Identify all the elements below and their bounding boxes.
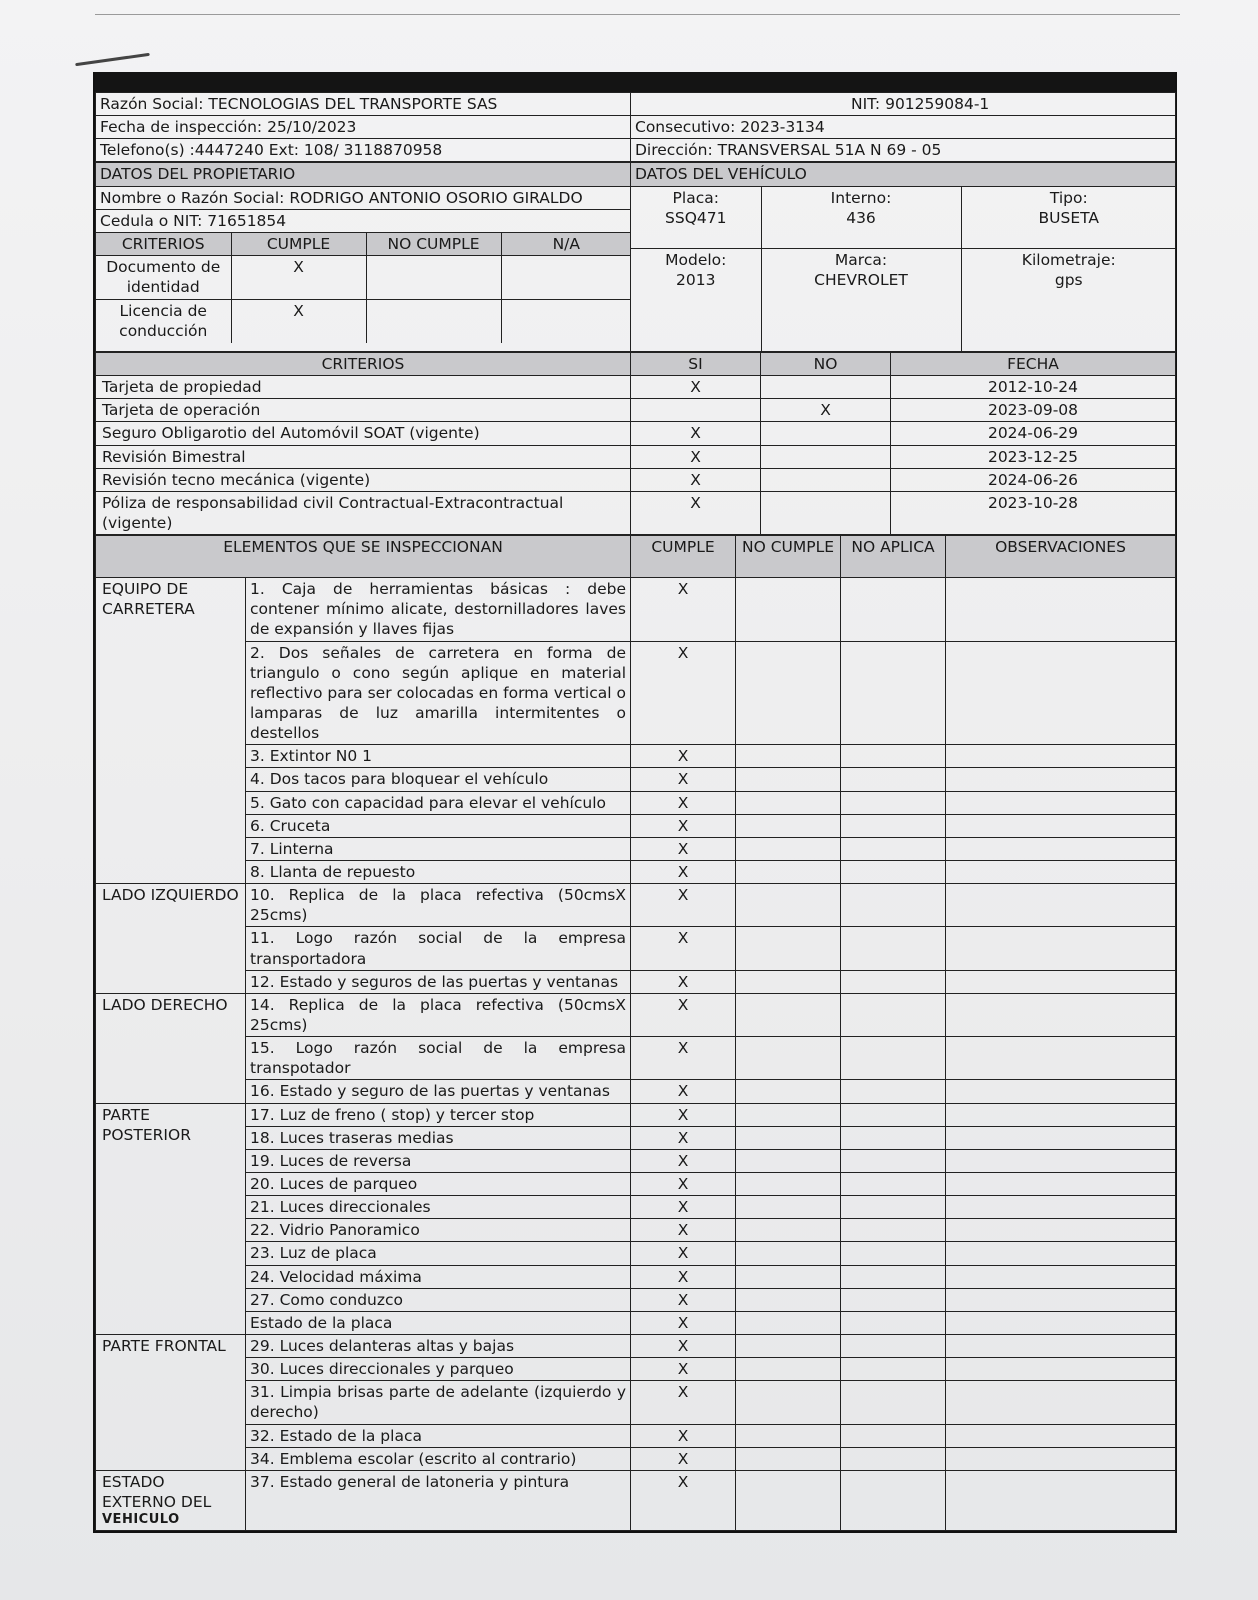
inspection-no-cumple <box>736 791 841 814</box>
inspection-row <box>96 1288 1176 1311</box>
inspection-no-aplica <box>841 884 946 927</box>
inspection-no-cumple <box>736 1358 841 1381</box>
inspection-cumple-mark: X <box>631 837 736 860</box>
inspection-row <box>96 1265 1176 1288</box>
inspection-cumple-mark: X <box>631 861 736 884</box>
insp-header-elementos: ELEMENTOS QUE SE INSPECCIONAN <box>96 536 631 578</box>
inspection-no-cumple <box>736 578 841 641</box>
inspection-row <box>96 814 1176 837</box>
inspection-cumple-mark: X <box>631 1149 736 1172</box>
inspection-no-cumple <box>736 814 841 837</box>
inspection-observaciones <box>946 1126 1176 1149</box>
inspection-cumple-mark: X <box>631 791 736 814</box>
inspection-row <box>96 1219 1176 1242</box>
inspection-no-cumple <box>736 861 841 884</box>
inspection-no-cumple <box>736 1126 841 1149</box>
inspection-category <box>96 578 246 884</box>
doc-label: Tarjeta de propiedad <box>96 376 631 399</box>
inspection-observaciones <box>946 578 1176 641</box>
inspection-no-aplica <box>841 745 946 768</box>
consecutivo: Consecutivo: 2023-3134 <box>631 116 1176 139</box>
inspection-no-aplica <box>841 1037 946 1080</box>
marca-value: CHEVROLET <box>814 270 908 289</box>
inspection-item-text: 16. Estado y seguro de las puertas y ventanas <box>246 1080 631 1103</box>
inspection-observaciones <box>946 837 1176 860</box>
inspection-no-aplica <box>841 1447 946 1470</box>
doc-fecha: 2023-09-08 <box>891 399 1176 422</box>
inspection-item-text: 17. Luz de freno ( stop) y tercer stop <box>246 1103 631 1126</box>
inspection-row <box>96 1381 1176 1424</box>
inspection-observaciones <box>946 1219 1176 1242</box>
inspection-observaciones <box>946 814 1176 837</box>
inspection-no-cumple <box>736 1424 841 1447</box>
owner-header-criterios: CRITERIOS <box>96 232 231 255</box>
modelo-label: Modelo: <box>665 250 727 269</box>
inspection-row <box>96 768 1176 791</box>
marca-label: Marca: <box>834 250 888 269</box>
inspection-row <box>96 884 1176 927</box>
owner-cedula: Cedula o NIT: 71651854 <box>96 209 631 232</box>
inspection-no-cumple <box>736 1149 841 1172</box>
inspection-no-aplica <box>841 861 946 884</box>
inspection-no-cumple <box>736 1311 841 1334</box>
inspection-observaciones <box>946 861 1176 884</box>
doc-label: Póliza de responsabilidad civil Contractual-Extracontractual (vigente) <box>96 491 631 534</box>
inspection-item-text: 14. Replica de la placa refectiva (50cmsX 25cms) <box>246 993 631 1036</box>
inspection-no-cumple <box>736 993 841 1036</box>
inspection-category <box>96 1334 246 1470</box>
inspection-no-aplica <box>841 1196 946 1219</box>
inspection-item-text: 1. Caja de herramientas básicas : debe contener mínimo alicate, destornilladores laves de expansión y llaves fijas <box>246 578 631 641</box>
inspection-no-cumple <box>736 1103 841 1126</box>
inspection-row <box>96 1126 1176 1149</box>
inspection-item-text: 3. Extintor N0 1 <box>246 745 631 768</box>
inspection-no-aplica <box>841 578 946 641</box>
direccion: Dirección: TRANSVERSAL 51A N 69 - 05 <box>631 139 1176 162</box>
inspection-category-bold: VEHICULO <box>102 1512 180 1528</box>
inspection-no-cumple <box>736 1196 841 1219</box>
inspection-no-aplica <box>841 1334 946 1357</box>
inspection-cumple-mark: X <box>631 745 736 768</box>
form-header-bar <box>95 72 1175 92</box>
inspection-no-aplica <box>841 641 946 745</box>
inspection-cumple-mark: X <box>631 1037 736 1080</box>
doc-fecha: 2024-06-29 <box>891 422 1176 445</box>
inspection-no-cumple <box>736 768 841 791</box>
inspection-row <box>96 745 1176 768</box>
doc-si: X <box>631 445 761 468</box>
inspection-row <box>96 993 1176 1036</box>
inspection-observaciones <box>946 1103 1176 1126</box>
inspection-no-aplica <box>841 1265 946 1288</box>
inspection-category <box>96 884 246 994</box>
inspection-item-text: 32. Estado de la placa <box>246 1424 631 1447</box>
owner-header-na: N/A <box>501 232 631 255</box>
inspection-category-label: PARTE FRONTAL <box>102 1336 226 1355</box>
placa-value: SSQ471 <box>665 208 727 227</box>
vehicle-title: DATOS DEL VEHÍCULO <box>631 163 1176 186</box>
inspection-observaciones <box>946 1196 1176 1219</box>
inspection-no-aplica <box>841 1219 946 1242</box>
doc-no <box>761 376 891 399</box>
owner-table <box>96 163 631 343</box>
inspection-row <box>96 791 1176 814</box>
inspection-category <box>96 1470 246 1530</box>
inspection-item-text: 4. Dos tacos para bloquear el vehículo <box>246 768 631 791</box>
insp-header-observaciones: OBSERVACIONES <box>946 536 1176 578</box>
inspection-cumple-mark: X <box>631 884 736 927</box>
tipo-label: Tipo: <box>1049 188 1088 207</box>
inspection-cumple-mark: X <box>631 814 736 837</box>
inspection-form <box>93 72 1177 1533</box>
inspection-category-label: EQUIPO DE CARRETERA <box>102 580 195 619</box>
doc-si: X <box>631 491 761 534</box>
inspection-observaciones <box>946 1172 1176 1195</box>
inspection-cumple-mark: X <box>631 927 736 970</box>
inspection-cumple-mark: X <box>631 970 736 993</box>
fecha-inspeccion: Fecha de inspección: 25/10/2023 <box>96 116 631 139</box>
owner-row-no-cumple <box>366 255 501 299</box>
inspection-item-text: 22. Vidrio Panoramico <box>246 1219 631 1242</box>
inspection-observaciones <box>946 1424 1176 1447</box>
interno-label: Interno: <box>830 188 892 207</box>
doc-fecha: 2023-10-28 <box>891 491 1176 534</box>
inspection-item-text: Estado de la placa <box>246 1311 631 1334</box>
inspection-observaciones <box>946 1470 1176 1530</box>
owner-row-na <box>501 255 631 299</box>
inspection-row <box>96 1196 1176 1219</box>
inspection-category-label: LADO DERECHO <box>102 995 228 1014</box>
inspection-item-text: 29. Luces delanteras altas y bajas <box>246 1334 631 1357</box>
owner-row-label: Documento de identidad <box>96 255 231 299</box>
inspection-observaciones <box>946 1242 1176 1265</box>
inspection-no-aplica <box>841 1242 946 1265</box>
owner-vehicle-table <box>95 162 1176 352</box>
inspection-no-aplica <box>841 1358 946 1381</box>
inspection-category-label: ESTADO EXTERNO DEL <box>102 1472 212 1511</box>
nit: NIT: 901259084-1 <box>631 93 1176 116</box>
inspection-no-cumple <box>736 1080 841 1103</box>
inspection-observaciones <box>946 927 1176 970</box>
owner-name: Nombre o Razón Social: RODRIGO ANTONIO OSORIO GIRALDO <box>96 186 631 209</box>
modelo-value: 2013 <box>676 270 716 289</box>
document-row <box>96 491 1176 534</box>
telefono: Telefono(s) :4447240 Ext: 108/ 3118870958 <box>96 139 631 162</box>
document-row <box>96 376 1176 399</box>
owner-row-label: Licencia de conducción <box>96 299 231 343</box>
document-row <box>96 399 1176 422</box>
inspection-row <box>96 1334 1176 1357</box>
docs-header-si: SI <box>631 353 761 376</box>
inspection-no-aplica <box>841 970 946 993</box>
doc-no <box>761 445 891 468</box>
inspection-row <box>96 861 1176 884</box>
inspection-row <box>96 1103 1176 1126</box>
inspection-no-cumple <box>736 837 841 860</box>
km-value: gps <box>1054 270 1083 289</box>
inspection-no-aplica <box>841 814 946 837</box>
inspection-no-cumple <box>736 1381 841 1424</box>
inspection-observaciones <box>946 641 1176 745</box>
inspection-row <box>96 970 1176 993</box>
inspection-item-text: 6. Cruceta <box>246 814 631 837</box>
inspection-item-text: 18. Luces traseras medias <box>246 1126 631 1149</box>
inspection-observaciones <box>946 1311 1176 1334</box>
doc-si: X <box>631 422 761 445</box>
inspection-row <box>96 1470 1176 1530</box>
inspection-no-cumple <box>736 641 841 745</box>
inspection-cumple-mark: X <box>631 1265 736 1288</box>
inspection-row <box>96 927 1176 970</box>
inspection-cumple-mark: X <box>631 993 736 1036</box>
inspection-no-aplica <box>841 768 946 791</box>
inspection-item-text: 37. Estado general de latoneria y pintura <box>246 1470 631 1530</box>
inspection-observaciones <box>946 1447 1176 1470</box>
document-row <box>96 422 1176 445</box>
inspection-no-aplica <box>841 1288 946 1311</box>
inspection-no-aplica <box>841 1080 946 1103</box>
inspection-cumple-mark: X <box>631 1288 736 1311</box>
inspection-row <box>96 1080 1176 1103</box>
doc-fecha: 2023-12-25 <box>891 445 1176 468</box>
inspection-observaciones <box>946 1149 1176 1172</box>
docs-header-no: NO <box>761 353 891 376</box>
doc-fecha: 2024-06-26 <box>891 468 1176 491</box>
inspection-cumple-mark: X <box>631 578 736 641</box>
doc-no: X <box>761 399 891 422</box>
inspection-observaciones <box>946 1381 1176 1424</box>
inspection-no-cumple <box>736 1265 841 1288</box>
doc-no <box>761 468 891 491</box>
inspection-row <box>96 837 1176 860</box>
placa-label: Placa: <box>672 188 719 207</box>
inspection-observaciones <box>946 1358 1176 1381</box>
inspection-no-cumple <box>736 970 841 993</box>
owner-row-no-cumple <box>366 299 501 343</box>
inspection-item-text: 30. Luces direccionales y parqueo <box>246 1358 631 1381</box>
inspection-cumple-mark: X <box>631 1381 736 1424</box>
inspection-item-text: 20. Luces de parqueo <box>246 1172 631 1195</box>
doc-no <box>761 491 891 534</box>
inspection-observaciones <box>946 993 1176 1036</box>
top-rule <box>95 14 1180 15</box>
doc-si <box>631 399 761 422</box>
inspection-no-cumple <box>736 884 841 927</box>
inspection-observaciones <box>946 791 1176 814</box>
inspection-category <box>96 1103 246 1334</box>
inspection-no-cumple <box>736 1242 841 1265</box>
docs-header-criterios: CRITERIOS <box>96 353 631 376</box>
km-label: Kilometraje: <box>1021 250 1116 269</box>
inspection-category <box>96 993 246 1103</box>
inspection-item-text: 23. Luz de placa <box>246 1242 631 1265</box>
inspection-no-cumple <box>736 1470 841 1530</box>
header-table <box>95 92 1176 162</box>
inspection-row <box>96 1311 1176 1334</box>
owner-row-cumple: X <box>231 255 366 299</box>
inspection-no-cumple <box>736 1219 841 1242</box>
inspection-item-text: 7. Linterna <box>246 837 631 860</box>
razon-social: Razón Social: TECNOLOGIAS DEL TRANSPORTE SAS <box>96 93 631 116</box>
inspection-no-cumple <box>736 1334 841 1357</box>
inspection-no-cumple <box>736 1172 841 1195</box>
inspection-cumple-mark: X <box>631 1358 736 1381</box>
inspection-observaciones <box>946 768 1176 791</box>
inspection-no-aplica <box>841 837 946 860</box>
document-row <box>96 468 1176 491</box>
inspection-no-aplica <box>841 927 946 970</box>
inspection-item-text: 15. Logo razón social de la empresa transpotador <box>246 1037 631 1080</box>
inspection-no-aplica <box>841 1470 946 1530</box>
vehicle-table <box>631 163 1176 351</box>
tipo-value: BUSETA <box>1038 208 1099 227</box>
inspection-no-aplica <box>841 1126 946 1149</box>
inspection-no-aplica <box>841 1424 946 1447</box>
inspection-cumple-mark: X <box>631 1103 736 1126</box>
inspection-row <box>96 1037 1176 1080</box>
inspection-item-text: 2. Dos señales de carretera en forma de triangulo o cono según aplique en material reflectivo para ser colocadas en forma vertical o lamparas de luz amarilla intermitentes o destellos <box>246 641 631 745</box>
inspection-cumple-mark: X <box>631 1334 736 1357</box>
owner-header-no-cumple: NO CUMPLE <box>366 232 501 255</box>
inspection-row <box>96 1242 1176 1265</box>
inspection-cumple-mark: X <box>631 1196 736 1219</box>
inspection-row <box>96 641 1176 745</box>
inspection-no-aplica <box>841 1103 946 1126</box>
inspection-no-cumple <box>736 927 841 970</box>
insp-header-cumple: CUMPLE <box>631 536 736 578</box>
inspection-category-label: PARTE POSTERIOR <box>102 1105 191 1144</box>
inspection-no-aplica <box>841 993 946 1036</box>
inspection-observaciones <box>946 970 1176 993</box>
docs-header-fecha: FECHA <box>891 353 1176 376</box>
doc-si: X <box>631 376 761 399</box>
inspection-item-text: 27. Como conduzco <box>246 1288 631 1311</box>
doc-label: Seguro Obligarotio del Automóvil SOAT (vigente) <box>96 422 631 445</box>
inspection-cumple-mark: X <box>631 641 736 745</box>
document-row <box>96 445 1176 468</box>
inspection-observaciones <box>946 1080 1176 1103</box>
inspection-cumple-mark: X <box>631 768 736 791</box>
doc-no <box>761 422 891 445</box>
insp-header-no-cumple: NO CUMPLE <box>736 536 841 578</box>
inspection-observaciones <box>946 1288 1176 1311</box>
doc-fecha: 2012-10-24 <box>891 376 1176 399</box>
inspection-no-cumple <box>736 1288 841 1311</box>
inspection-table <box>95 535 1176 1531</box>
inspection-no-aplica <box>841 1172 946 1195</box>
inspection-row <box>96 1358 1176 1381</box>
owner-row-cumple: X <box>231 299 366 343</box>
inspection-observaciones <box>946 1265 1176 1288</box>
inspection-item-text: 12. Estado y seguros de las puertas y ventanas <box>246 970 631 993</box>
doc-label: Tarjeta de operación <box>96 399 631 422</box>
inspection-item-text: 5. Gato con capacidad para elevar el vehículo <box>246 791 631 814</box>
inspection-no-aplica <box>841 1149 946 1172</box>
inspection-observaciones <box>946 1334 1176 1357</box>
doc-label: Revisión Bimestral <box>96 445 631 468</box>
inspection-no-cumple <box>736 1037 841 1080</box>
inspection-cumple-mark: X <box>631 1311 736 1334</box>
inspection-cumple-mark: X <box>631 1470 736 1530</box>
inspection-item-text: 24. Velocidad máxima <box>246 1265 631 1288</box>
inspection-row <box>96 1172 1176 1195</box>
inspection-no-cumple <box>736 745 841 768</box>
owner-header-cumple: CUMPLE <box>231 232 366 255</box>
inspection-cumple-mark: X <box>631 1172 736 1195</box>
inspection-item-text: 19. Luces de reversa <box>246 1149 631 1172</box>
inspection-observaciones <box>946 745 1176 768</box>
documents-table <box>95 352 1176 535</box>
inspection-item-text: 21. Luces direccionales <box>246 1196 631 1219</box>
inspection-item-text: 31. Limpia brisas parte de adelante (izquierdo y derecho) <box>246 1381 631 1424</box>
inspection-no-cumple <box>736 1447 841 1470</box>
inspection-row <box>96 578 1176 641</box>
inspection-category-label: LADO IZQUIERDO <box>102 886 239 905</box>
inspection-no-aplica <box>841 791 946 814</box>
interno-value: 436 <box>846 208 876 227</box>
inspection-item-text: 34. Emblema escolar (escrito al contrario) <box>246 1447 631 1470</box>
inspection-row <box>96 1424 1176 1447</box>
owner-row-na <box>501 299 631 343</box>
insp-header-no-aplica: NO APLICA <box>841 536 946 578</box>
inspection-cumple-mark: X <box>631 1219 736 1242</box>
doc-label: Revisión tecno mecánica (vigente) <box>96 468 631 491</box>
inspection-row <box>96 1149 1176 1172</box>
inspection-no-aplica <box>841 1311 946 1334</box>
inspection-cumple-mark: X <box>631 1242 736 1265</box>
inspection-no-aplica <box>841 1381 946 1424</box>
inspection-row <box>96 1447 1176 1470</box>
inspection-cumple-mark: X <box>631 1126 736 1149</box>
inspection-cumple-mark: X <box>631 1080 736 1103</box>
inspection-cumple-mark: X <box>631 1447 736 1470</box>
owner-title: DATOS DEL PROPIETARIO <box>96 163 631 186</box>
inspection-cumple-mark: X <box>631 1424 736 1447</box>
inspection-item-text: 11. Logo razón social de la empresa transportadora <box>246 927 631 970</box>
inspection-observaciones <box>946 1037 1176 1080</box>
inspection-item-text: 8. Llanta de repuesto <box>246 861 631 884</box>
inspection-item-text: 10. Replica de la placa refectiva (50cmsX 25cms) <box>246 884 631 927</box>
inspection-observaciones <box>946 884 1176 927</box>
doc-si: X <box>631 468 761 491</box>
